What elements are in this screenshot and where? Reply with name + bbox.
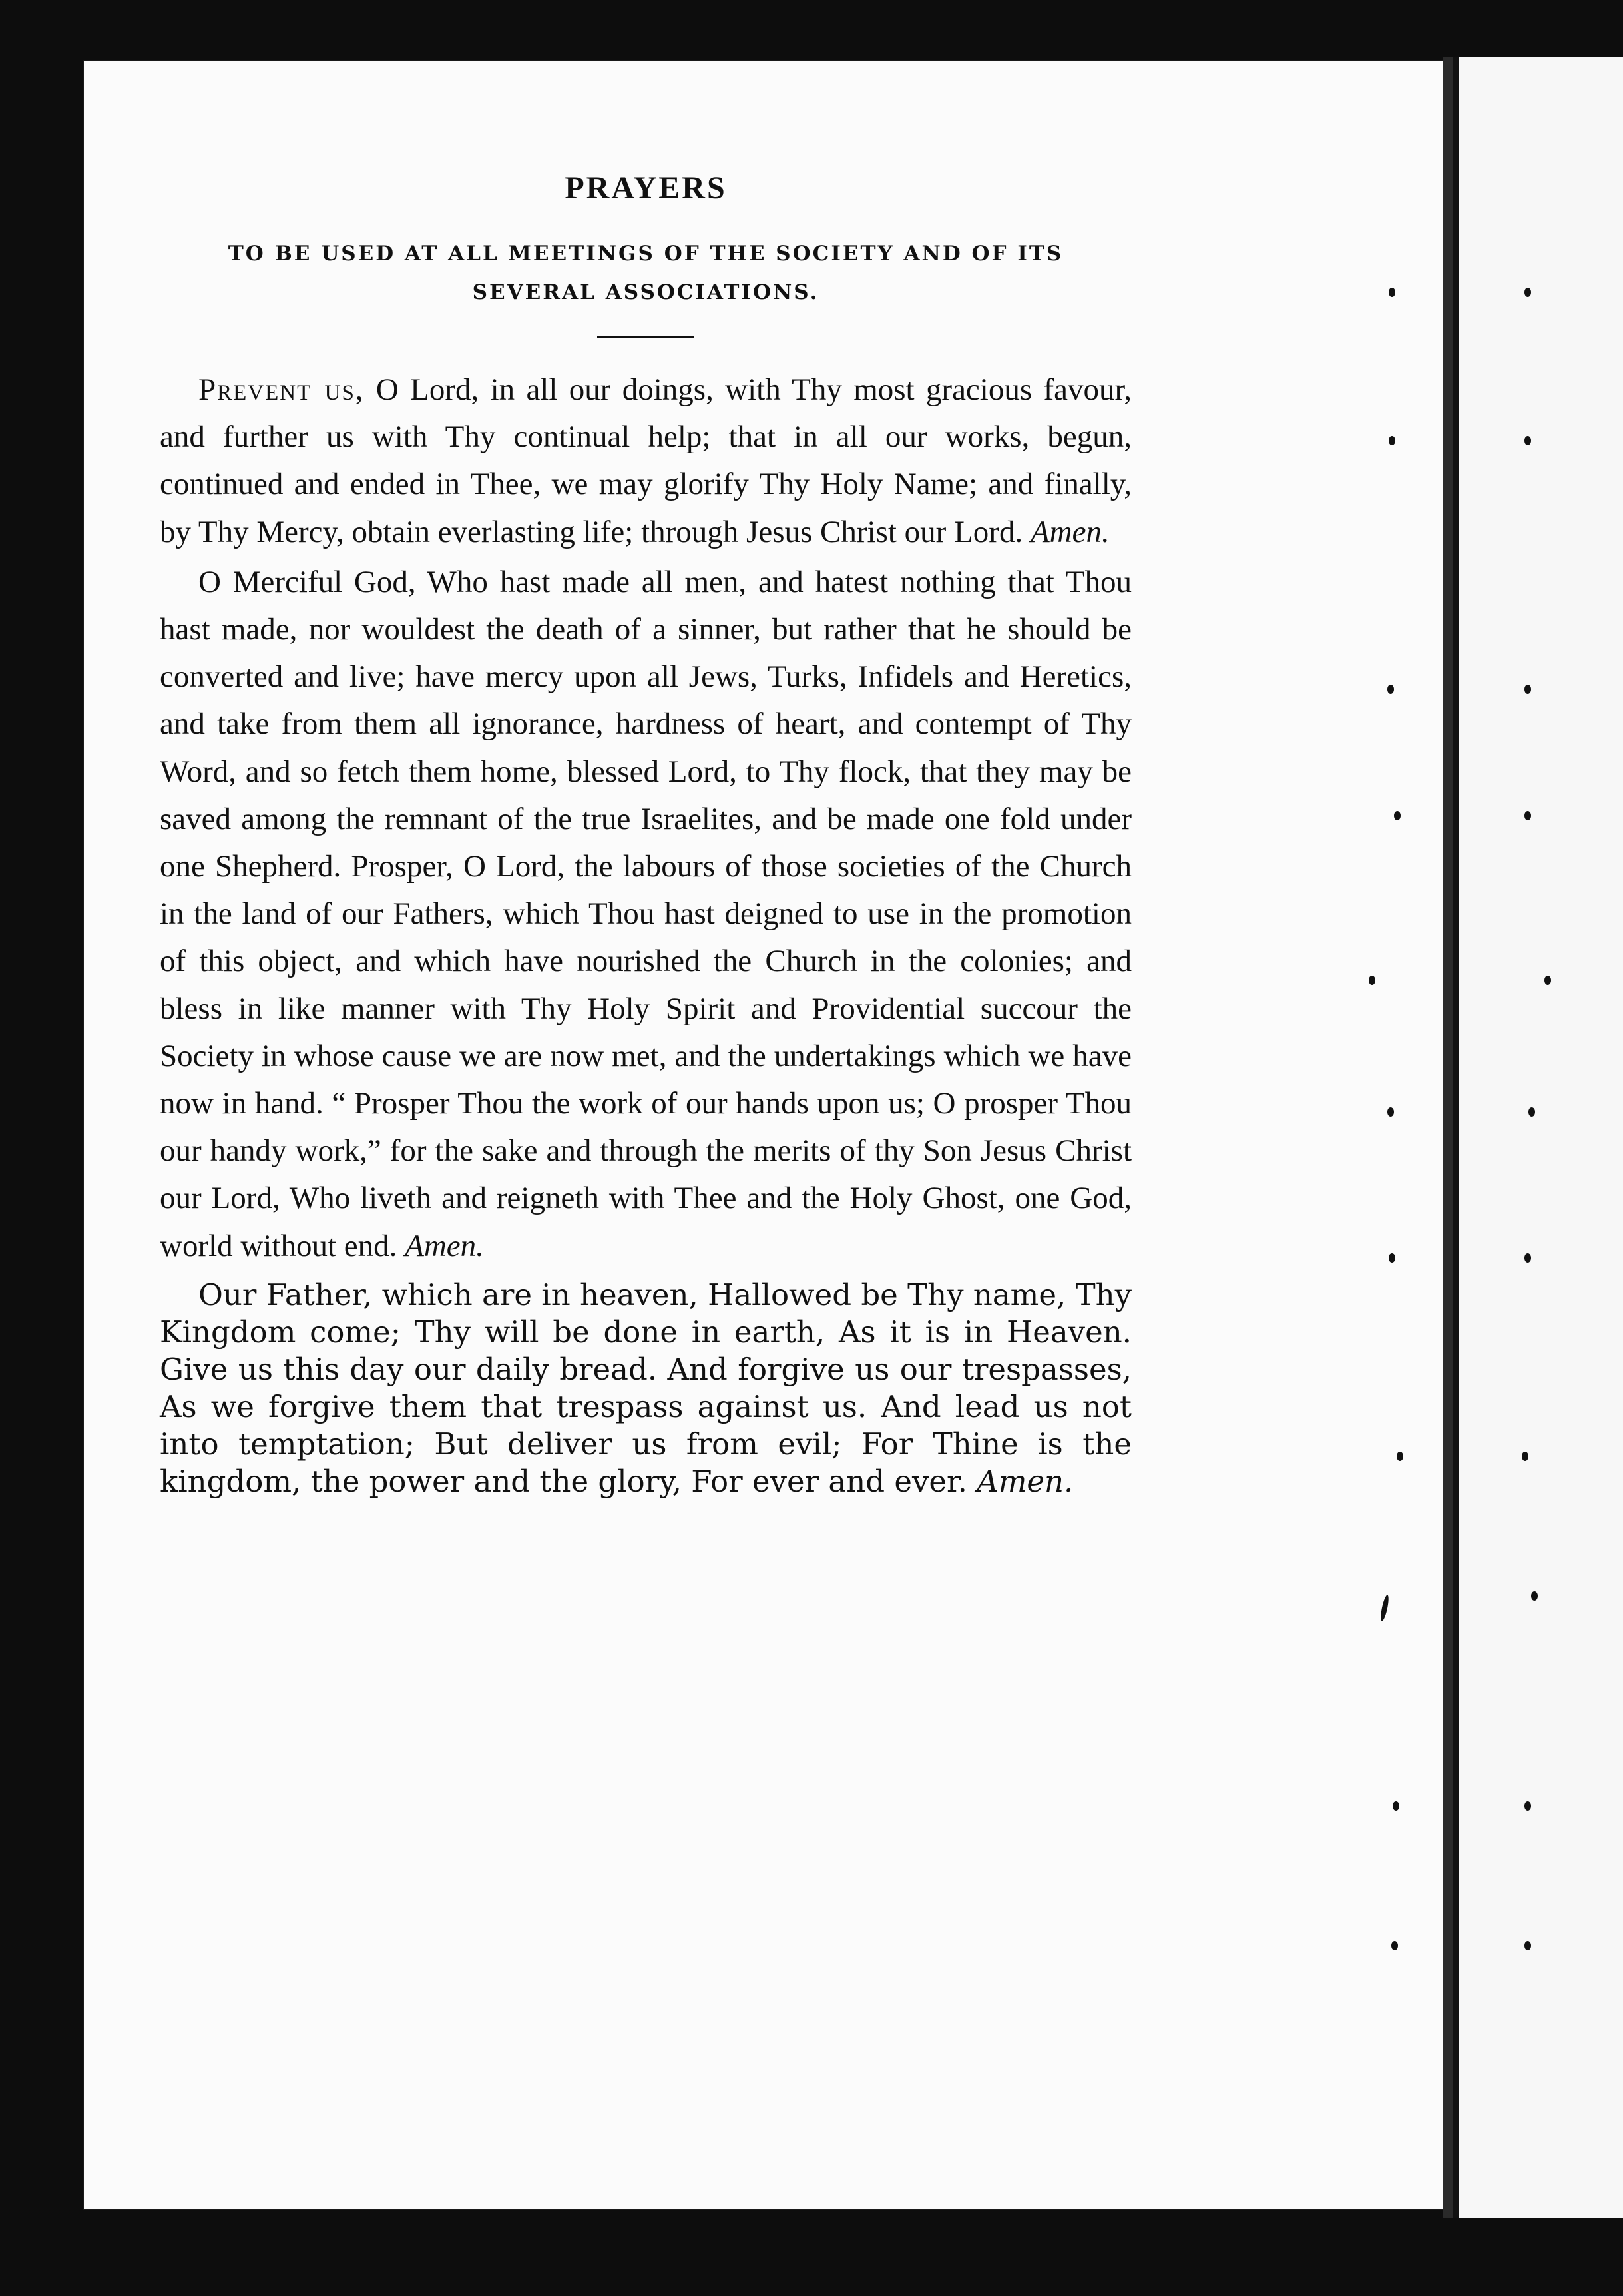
prayer-amen: Amen. — [405, 1228, 484, 1263]
bleed-through-mark — [1391, 1941, 1398, 1950]
prayer-text: O Lord, in all our doings, with Thy most gracious favour, and further us with Thy continual help; that in all our works, begun, continued and ended in Thee, we may glorify Thy Holy Name; and finally, by Thy Mercy, obtain everlasting life; through Jesus Christ our Lord. — [160, 372, 1132, 549]
page-edge — [1443, 57, 1453, 2218]
bleed-through-mark — [1389, 1253, 1395, 1263]
subtitle-line-1: TO BE USED AT ALL MEETINGS OF THE SOCIETY AND OF ITS — [228, 242, 1064, 266]
page-content — [160, 170, 1132, 1500]
bleed-through-mark — [1524, 811, 1531, 820]
facing-page-strip — [1459, 57, 1623, 2218]
page-subtitle — [160, 234, 1132, 312]
bleed-through-mark — [1369, 976, 1375, 985]
bleed-through-mark — [1524, 1801, 1531, 1811]
prayer-amen: Amen. — [977, 1463, 1074, 1499]
bleed-through-mark — [1524, 1253, 1531, 1263]
page-title: PRAYERS — [565, 170, 727, 206]
bleed-through-mark — [1528, 1107, 1535, 1117]
lords-prayer-paragraph — [160, 1277, 1132, 1500]
bleed-through-mark — [1544, 976, 1551, 985]
bleed-through-mark — [1522, 1452, 1528, 1461]
prayer-amen: Amen. — [1030, 514, 1110, 549]
bleed-through-mark — [1524, 1941, 1531, 1950]
bleed-through-mark — [1397, 1452, 1403, 1461]
prayer-text: O Merciful God, Who hast made all men, and hatest nothing that Thou hast made, nor wouldest the death of a sinner, but rather that he should be converted and live; have mercy upon all Jews, Turks, Infidels and Heretics, and take from them all ignorance, hardness of heart, and contempt of Thy Word, and so fetch them home, blessed Lord, to Thy flock, that they may be saved among the remnant of the true Israelites, and be made one fold under one Shepherd. Prosper, O Lord, the labours of those societies of the Church in the land of our Fathers, which Thou hast deigned to use in the promotion of this object, and which have nourished the Church in the colonies; and bless in like manner with Thy Holy Spirit and Providential succour the Society in whose cause we are now met, and the undertakings which we have now in hand. “ Prosper Thou the work of our hands upon us; O prosper Thou our handy work,” for the sake and through the merits of thy Son Jesus Christ our Lord, Who liveth and reigneth with Thee and the Holy Ghost, one God, world without end. — [160, 564, 1132, 1263]
prayer-paragraph — [160, 366, 1132, 556]
bleed-through-mark — [1387, 1107, 1394, 1117]
bleed-through-mark — [1389, 288, 1395, 297]
bleed-through-mark — [1531, 1591, 1538, 1601]
subtitle-line-2: SEVERAL ASSOCIATIONS. — [472, 280, 819, 304]
bleed-through-mark — [1387, 685, 1394, 694]
title-divider — [597, 336, 694, 338]
prayer-paragraph — [160, 559, 1132, 1270]
bleed-through-mark — [1524, 436, 1531, 445]
bleed-through-mark — [1524, 685, 1531, 694]
bleed-through-mark — [1394, 811, 1401, 820]
bleed-through-mark — [1389, 436, 1395, 445]
bleed-through-mark — [1524, 288, 1531, 297]
prayer-text: Our Father, which are in heaven, Hallowed be Thy name, Thy Kingdom come; Thy will be done in earth, As it is in Heaven. Give us this day our daily bread. And forgive us our trespasses, As we forgive them that trespass against us. And lead us not into temptation; But deliver us from evil; For Thine is the kingdom, the power and the glory, For ever and ever. — [160, 1277, 1132, 1499]
bleed-through-mark — [1393, 1801, 1399, 1811]
prayer-lead-in: Prevent us, — [198, 372, 365, 407]
